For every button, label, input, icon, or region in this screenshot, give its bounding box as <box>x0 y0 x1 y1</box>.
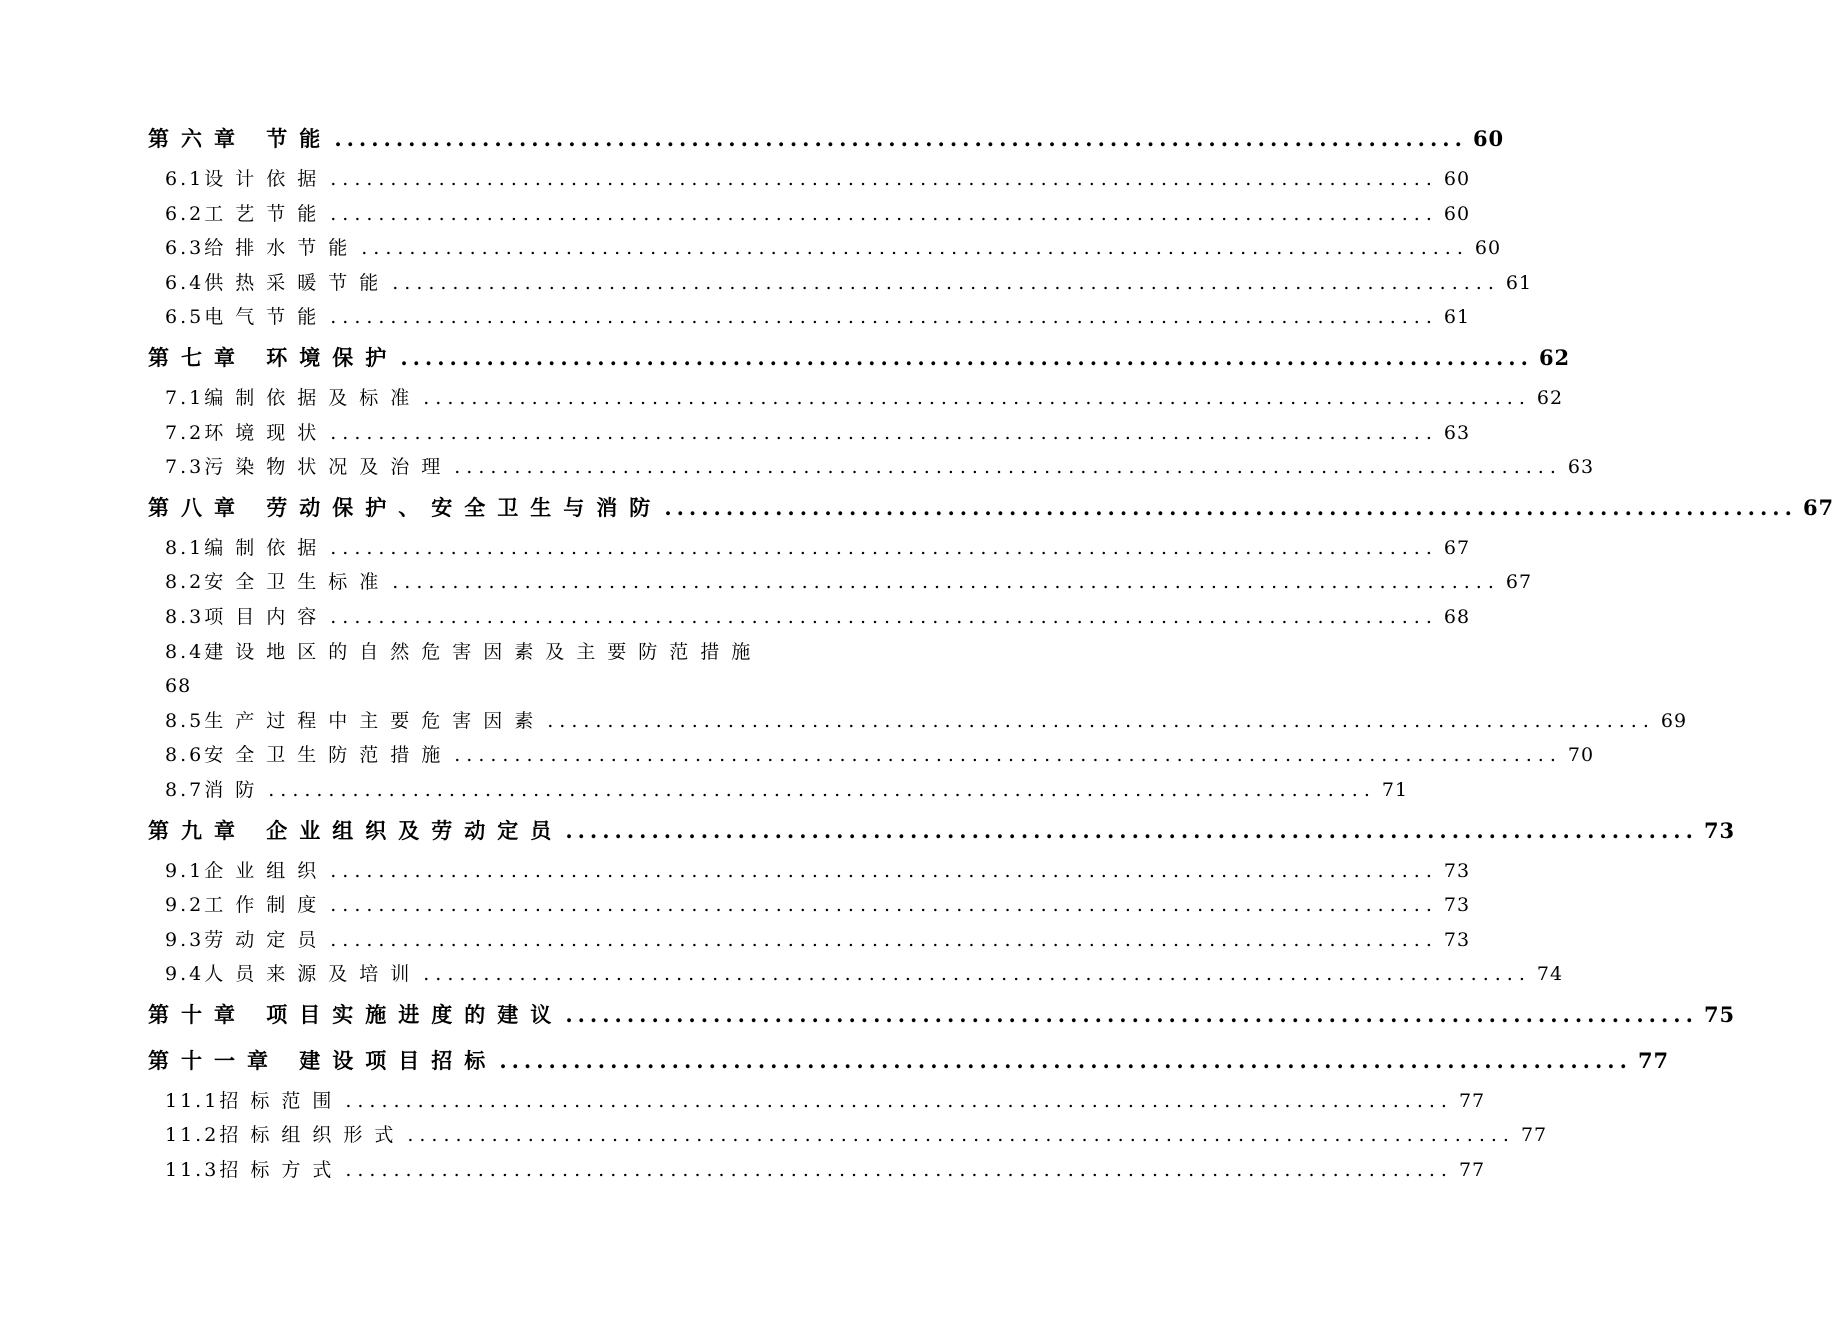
dot-leader: ............................................................................................ <box>400 344 1533 370</box>
dot-leader: ............................................................................................ <box>330 928 1438 951</box>
toc-section-7-1[interactable] <box>148 381 1564 416</box>
toc-wrapped-line <box>165 669 828 704</box>
toc-label: 消防 <box>204 778 267 801</box>
toc-label: 第六章 节能 <box>148 126 333 151</box>
toc-page-number: 75 <box>1703 1001 1736 1027</box>
toc-label: 第九章 企业组织及劳动定员 <box>148 817 564 843</box>
toc-section-number: 9.4 <box>165 963 205 986</box>
toc-page-number: 67 <box>1505 571 1533 594</box>
toc-page-number: 61 <box>1443 306 1471 329</box>
toc-section-number: 8.5 <box>165 709 205 732</box>
dot-leader: ............................................................................................ <box>547 709 1655 732</box>
toc-section-number: 9.2 <box>165 894 205 917</box>
toc-page-number: 68 <box>165 675 192 698</box>
toc-section-9-3[interactable] <box>148 923 1471 958</box>
dot-leader: ............................................................................................ <box>330 894 1438 917</box>
toc-label: 劳动定员 <box>204 928 329 951</box>
toc-label: 安全卫生防范措施 <box>204 744 453 767</box>
toc-section-8-2[interactable] <box>148 565 1533 600</box>
toc-section-number: 6.4 <box>165 271 205 294</box>
toc-section-number: 8.3 <box>165 605 205 628</box>
toc-label: 设计依据 <box>204 168 329 190</box>
toc-page-number: 73 <box>1443 894 1471 917</box>
toc-section-number: 8.4 <box>165 640 205 663</box>
toc-chapter-10[interactable] <box>148 992 1736 1038</box>
toc-page-number: 67 <box>1802 494 1834 520</box>
toc-section-number: 11.1 <box>165 1089 220 1112</box>
toc-label: 生产过程中主要危害因素 <box>204 709 546 732</box>
dot-leader: ............................................................................................ <box>392 271 1500 294</box>
toc-label: 人员来源及培训 <box>204 963 422 986</box>
toc-section-7-2[interactable] <box>148 416 1471 451</box>
toc-section-number: 8.6 <box>165 744 205 767</box>
toc-page-number: 62 <box>1538 344 1571 370</box>
toc-section-11-2[interactable] <box>148 1118 1548 1153</box>
toc-label: 第七章 环境保护 <box>148 344 399 370</box>
toc-page-number: 71 <box>1381 778 1409 801</box>
toc-chapter-7[interactable] <box>148 335 1571 381</box>
toc-label: 供热采暖节能 <box>204 271 391 294</box>
toc-section-number: 7.3 <box>165 456 205 479</box>
toc-wrapped-line <box>165 635 828 670</box>
toc-page-number: 73 <box>1443 928 1471 951</box>
toc-page-number: 60 <box>1474 237 1502 260</box>
dot-leader: ............................................................................................ <box>330 421 1438 444</box>
dot-leader: ............................................................................................ <box>565 817 1698 843</box>
dot-leader: ............................................................................................ <box>664 494 1797 520</box>
toc-section-number: 9.3 <box>165 928 205 951</box>
toc-section-9-4[interactable] <box>148 957 1564 992</box>
toc-section-number: 8.7 <box>165 778 205 801</box>
toc-chapter-6[interactable] <box>148 116 1505 162</box>
toc-page-number: 74 <box>1536 963 1564 986</box>
toc-section-6-5[interactable] <box>148 300 1471 335</box>
toc-section-6-4[interactable] <box>148 266 1533 301</box>
toc-page-number: 63 <box>1567 456 1595 479</box>
toc-label: 工作制度 <box>204 894 329 917</box>
toc-page-number: 60 <box>1472 126 1505 151</box>
toc-section-6-2[interactable] <box>148 197 1471 232</box>
toc-label: 环境现状 <box>204 421 329 444</box>
toc-page-number: 68 <box>1443 605 1471 628</box>
toc-page-number: 73 <box>1703 817 1736 843</box>
toc-section-8-3[interactable] <box>148 600 1471 635</box>
toc-label: 安全卫生标准 <box>204 571 391 594</box>
toc-label: 第八章 劳动保护、安全卫生与消防 <box>148 494 663 520</box>
toc-section-9-2[interactable] <box>148 888 1471 923</box>
dot-leader: ............................................................................................ <box>454 456 1562 479</box>
dot-leader: ............................................................................................ <box>334 126 1467 151</box>
dot-leader: ............................................................................................ <box>392 571 1500 594</box>
dot-leader: ............................................................................................ <box>423 386 1531 409</box>
toc-page-number: 77 <box>1458 1089 1486 1112</box>
toc-section-number: 7.2 <box>165 421 205 444</box>
toc-section-number: 8.2 <box>165 571 205 594</box>
toc-section-number: 6.1 <box>165 168 205 190</box>
toc-section-number: 11.2 <box>165 1124 220 1147</box>
dot-leader: ............................................................................................ <box>330 306 1438 329</box>
toc-page-number: 63 <box>1443 421 1471 444</box>
toc-section-number: 6.2 <box>165 202 205 225</box>
toc-label: 工艺节能 <box>204 202 329 225</box>
toc-chapter-11[interactable] <box>148 1038 1670 1084</box>
toc-label: 企业组织 <box>204 859 329 882</box>
toc-page-number: 61 <box>1505 271 1533 294</box>
toc-section-number: 11.3 <box>165 1159 220 1182</box>
toc-label: 编制依据 <box>204 536 329 559</box>
toc-section-11-1[interactable] <box>148 1084 1486 1119</box>
toc-section-number: 6.3 <box>165 237 205 260</box>
toc-section-7-3[interactable] <box>148 450 1595 485</box>
dot-leader: ............................................................................................ <box>330 536 1438 559</box>
toc-section-6-1[interactable] <box>148 162 1471 197</box>
toc-section-8-7[interactable] <box>148 773 1409 808</box>
toc-section-8-5[interactable] <box>148 704 1688 739</box>
toc-label: 电气节能 <box>204 306 329 329</box>
dot-leader: ............................................................................................ <box>330 605 1438 628</box>
toc-page-number: 77 <box>1637 1047 1670 1073</box>
dot-leader: ............................................................................................ <box>565 1001 1698 1027</box>
dot-leader: ............................................................................................ <box>345 1089 1453 1112</box>
toc-section-9-1[interactable] <box>148 854 1471 889</box>
toc-label: 编制依据及标准 <box>204 386 422 409</box>
toc-page-number: 69 <box>1660 709 1688 732</box>
toc-chapter-8[interactable] <box>148 485 1834 531</box>
toc-section-11-3[interactable] <box>148 1153 1486 1188</box>
toc-page-number: 73 <box>1443 859 1471 882</box>
dot-leader: ............................................................................................ <box>330 202 1438 225</box>
toc-page-number: 77 <box>1458 1159 1486 1182</box>
toc-label: 招标方式 <box>219 1159 344 1182</box>
toc-page-number: 60 <box>1443 202 1471 225</box>
toc-page-number: 62 <box>1536 386 1564 409</box>
dot-leader: ............................................................................................ <box>407 1124 1515 1147</box>
dot-leader: ............................................................................................ <box>330 859 1438 882</box>
dot-leader: ............................................................................................ <box>454 744 1562 767</box>
dot-leader: ............................................................................................ <box>268 778 1376 801</box>
toc-chapter-9[interactable] <box>148 808 1736 854</box>
toc-section-8-1[interactable] <box>148 531 1471 566</box>
toc-section-number: 9.1 <box>165 859 205 882</box>
toc-page-number: 77 <box>1520 1124 1548 1147</box>
dot-leader: ............................................................................................ <box>330 168 1438 190</box>
toc-label: 第十一章 建设项目招标 <box>148 1047 498 1073</box>
toc-section-number: 8.1 <box>165 536 205 559</box>
toc-section-6-3[interactable] <box>148 231 1502 266</box>
dot-leader: ............................................................................................ <box>345 1159 1453 1182</box>
dot-leader: ............................................................................................ <box>423 963 1531 986</box>
dot-leader: ............................................................................................ <box>361 237 1469 260</box>
toc-section-number: 6.5 <box>165 306 205 329</box>
toc-page-number: 67 <box>1443 536 1471 559</box>
toc-label: 建设地区的自然危害因素及主要防范措施 <box>204 640 763 663</box>
toc-section-8-4[interactable] <box>148 635 828 704</box>
toc-page-number: 70 <box>1567 744 1595 767</box>
table-of-contents <box>148 116 1834 1188</box>
toc-label: 项目内容 <box>204 605 329 628</box>
toc-label: 给排水节能 <box>204 237 360 260</box>
dot-leader: ............................................................................................ <box>499 1047 1632 1073</box>
toc-label: 第十章 项目实施进度的建议 <box>148 1001 564 1027</box>
toc-label: 招标范围 <box>219 1089 344 1112</box>
toc-label: 污染物状况及治理 <box>204 456 453 479</box>
toc-section-8-6[interactable] <box>148 738 1595 773</box>
toc-section-number: 7.1 <box>165 386 205 409</box>
toc-page-number: 60 <box>1443 168 1471 190</box>
toc-label: 招标组织形式 <box>219 1124 406 1147</box>
